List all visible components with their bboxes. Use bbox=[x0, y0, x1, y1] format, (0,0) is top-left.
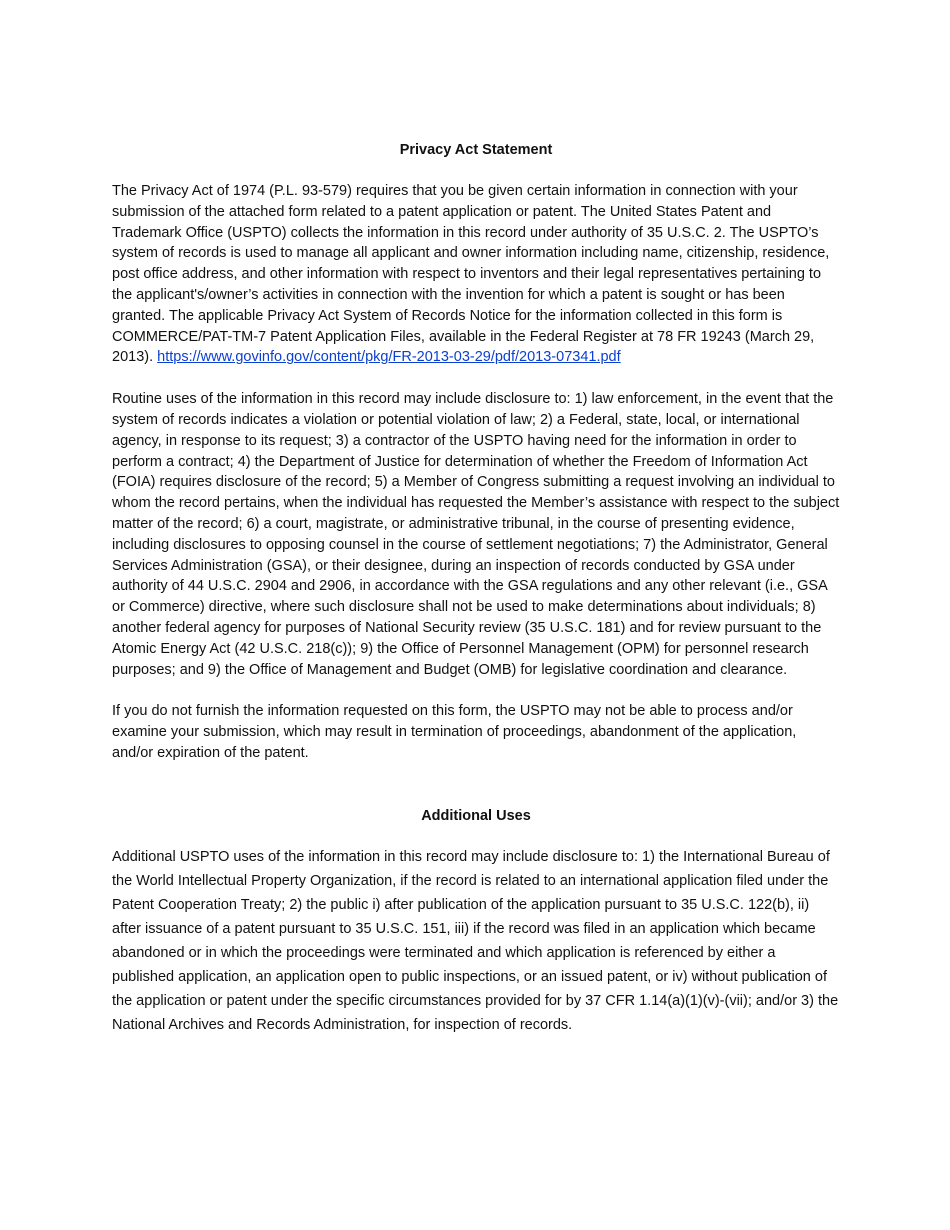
privacy-act-paragraph-1 bbox=[112, 181, 840, 368]
consequences-paragraph: If you do not furnish the information requested on this form, the USPTO may not be able to process and/or examine your submission, which may result in termination of proceedings, abandonment of the application, and/or expiration of the patent. bbox=[112, 703, 797, 761]
document-page bbox=[112, 140, 840, 1037]
privacy-act-paragraph-1-text: The Privacy Act of 1974 (P.L. 93-579) requires that you be given certain information in connection with your submission of the attached form related to a patent application or patent. The United States Patent and Trademark Office (USPTO) collects the information in this record under authority of 35 U.S.C. 2. The USPTO’s system of records is used to manage all applicant and owner information including name, citizenship, residence, post office address, and other information with respect to inventors and their legal representatives pertaining to the applicant's/owner’s activities in connection with the invention for which a patent is sought or has been granted. The applicable Privacy Act System of Records Notice for the information collected in this form is COMMERCE/PAT-TM-7 Patent Application Files, available in the Federal Register at 78 FR 19243 (March 29, 2013). bbox=[112, 183, 830, 366]
privacy-act-heading: Privacy Act Statement bbox=[399, 142, 553, 158]
additional-uses-heading: Additional Uses bbox=[421, 807, 531, 824]
federal-register-link[interactable]: https://www.govinfo.gov/content/pkg/FR-2013-03-29/pdf/2013-07341.pdf bbox=[157, 349, 621, 366]
routine-uses-paragraph: Routine uses of the information in this record may include disclosure to: 1) law enforcement, in the event that the system of records indicates a violation or potential violation of law; 2) a Federal, state, local, or international agency, in response to its request; 3) a contractor of the USPTO having need for the information in order to perform a contract; 4) the Department of Justice for determination of whether the Freedom of Information Act (FOIA) requires disclosure of the record; 5) a Member of Congress submitting a request involving an individual to whom the record pertains, when the individual has requested the Member’s assistance with respect to the subject matter of the record; 6) a court, magistrate, or administrative tribunal, in the course of presenting evidence, including disclosures to opposing counsel in the course of settlement negotiations; 7) the Administrator, General Services Administration (GSA), or their designee, during an inspection of records conducted by GSA under authority of 44 U.S.C. 2904 and 2906, in accordance with the GSA regulations and any other relevant (i.e., GSA or Commerce) directive, where such disclosure shall not be used to make determinations about individuals; 8) another federal agency for purposes of National Security review (35 U.S.C. 181) and for review pursuant to the Atomic Energy Act (42 U.S.C. 218(c)); 9) the Office of Personnel Management (OPM) for personnel research purposes; and 9) the Office of Management and Budget (OMB) for legislative coordination and clearance. bbox=[112, 391, 840, 678]
additional-uses-paragraph: Additional USPTO uses of the information in this record may include disclosure to: 1) the International Bureau of the World Intellectual Property Organization, if the record is related to an international application filed under the Patent Cooperation Treaty; 2) the public i) after publication of the application pursuant to 35 U.S.C. 122(b), ii) after issuance of a patent pursuant to 35 U.S.C. 151, iii) if the record was filed in an application which became abandoned or in which the proceedings were terminated and which application is referenced by either a published application, an application open to public inspections, or an issued patent, or iv) without publication of the application or patent under the specific circumstances provided for by 37 CFR 1.14(a)(1)(v)-(vii); and/or 3) the National Archives and Records Administration, for inspection of records. bbox=[112, 848, 839, 1033]
